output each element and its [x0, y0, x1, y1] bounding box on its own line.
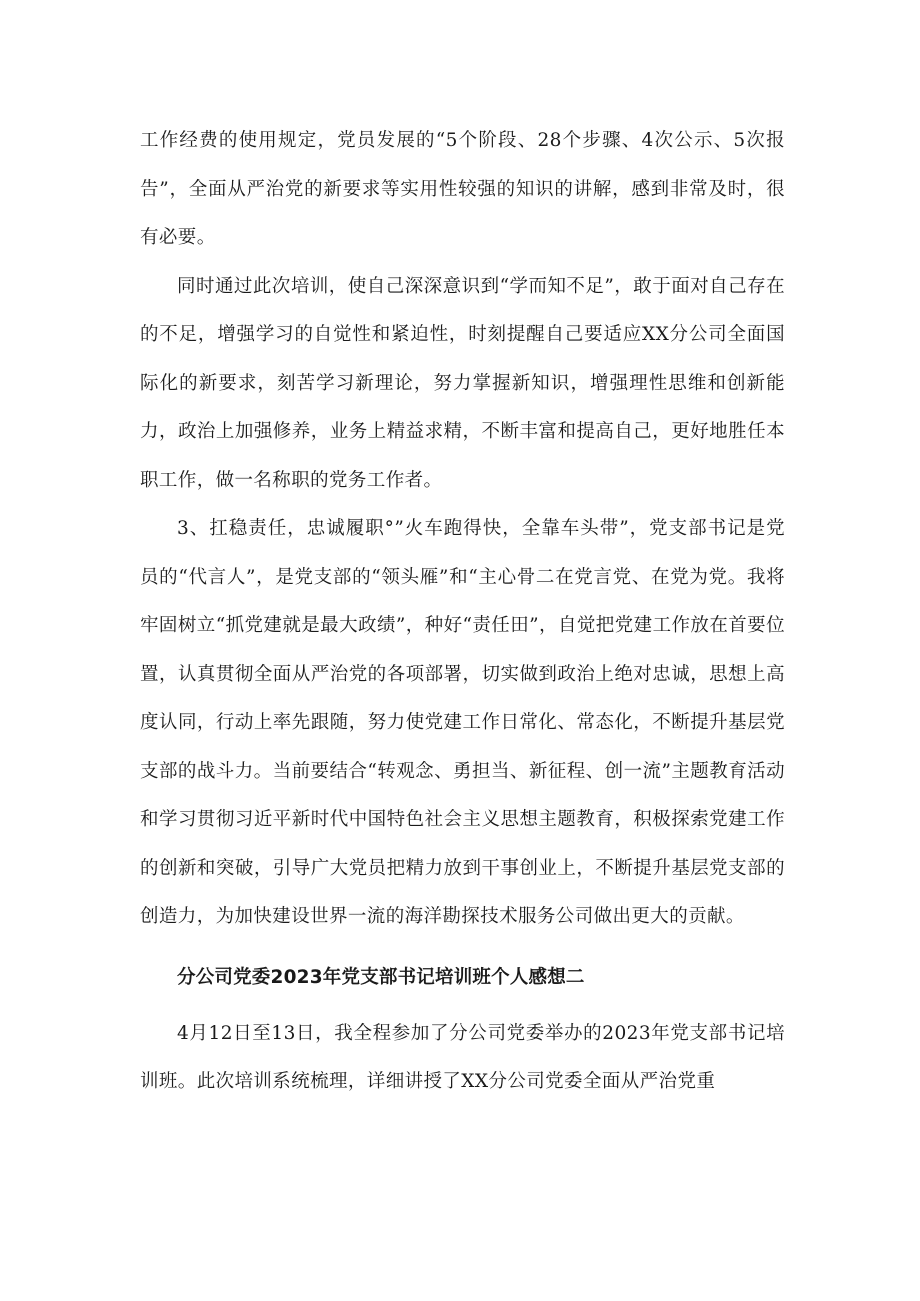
paragraph-self-awareness: 同时通过此次培训，使自己深深意识到“学而知不足”，敢于面对自己存在的不足，增强学习的自觉性和紧迫性，时刻提醒自己要适应XX分公司全面国际化的新要求，刻苦学习新理论，努力掌握新知识，增强理性思维和创新能力，政治上加强修养，业务上精益求精，不断丰富和提高自己，更好地胜任本职工作，做一名称职的党务工作者。 — [140, 275, 785, 491]
paragraph-continuation: 工作经费的使用规定，党员发展的“5个阶段、28个步骤、4次公示、5次报告”，全面从严治党的新要求等实用性较强的知识的讲解，感到非常及时，很有必要。 — [140, 130, 785, 248]
document-body — [140, 117, 785, 1107]
paragraph-training-intro: 4月12日至13日，我全程参加了分公司党委举办的2023年党支部书记培训班。此次培训系统梳理，详细讲授了XX分公司党委全面从严治党重 — [140, 1022, 785, 1092]
paragraph-responsibility: 3、扛稳责任，忠诚履职°”火车跑得快，全靠车头带”，党支部书记是党员的“代言人”，是党支部的“领头雁”和“主心骨二在党言党、在党为党。我将牢固树立“抓党建就是最大政绩”，种好“责任田”，自觉把党建工作放在首要位置，认真贯彻全面从严治党的各项部署，切实做到政治上绝对忠诚，思想上高度认同，行动上率先跟随，努力使党建工作日常化、常态化，不断提升基层党支部的战斗力。当前要结合“转观念、勇担当、新征程、创一流”主题教育活动和学习贯彻习近平新时代中国特色社会主义思想主题教育，积极探索党建工作的创新和突破，引导广大党员把精力放到干事创业上，不断提升基层党支部的创造力，为加快建设世界一流的海洋勘探技术服务公司做出更大的贡献。 — [140, 518, 785, 927]
section-heading: 分公司党委2023年党支部书记培训班个人感想二 — [177, 966, 585, 988]
